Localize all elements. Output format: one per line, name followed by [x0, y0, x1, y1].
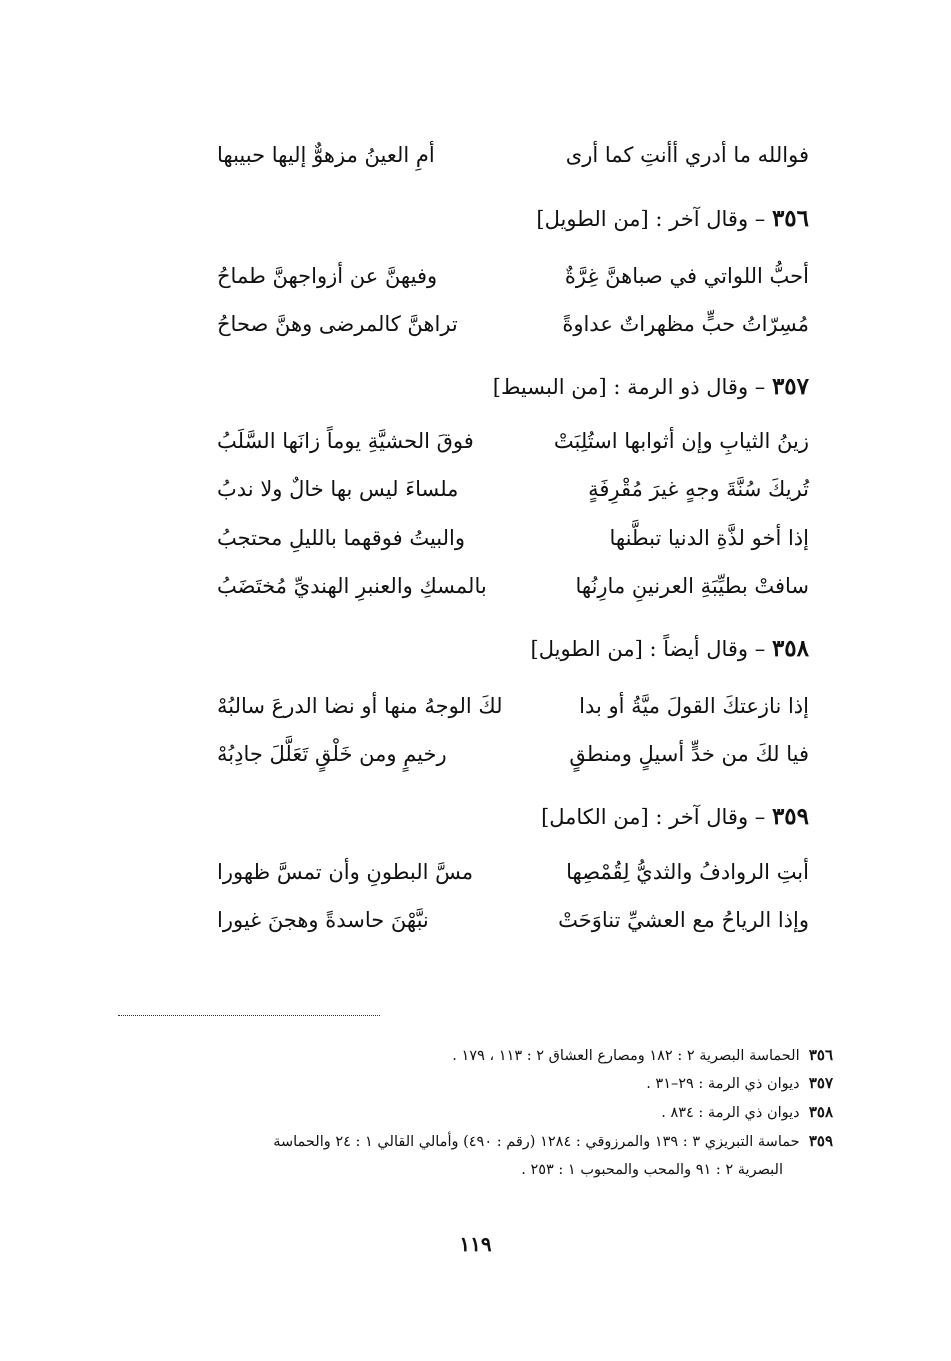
poem-number: ٣٥٦ — [771, 205, 809, 232]
verse-line — [217, 852, 809, 892]
poem-number: ٣٥٧ — [771, 373, 809, 400]
verse-second-hemistich: ملساءَ ليس بها خالٌ ولا ندبُ — [217, 477, 459, 501]
footnote-number: ٣٥٧ — [808, 1074, 833, 1092]
verse-line — [217, 686, 809, 726]
verse-first-hemistich: فيا لكَ من خدٍّ أسيلٍ ومنطقٍ — [569, 742, 809, 766]
footnote-number: ٣٥٨ — [808, 1103, 833, 1121]
poem-heading-356 — [536, 199, 809, 239]
footnote-text: ديوان ذي الرمة : ٨٣٤ . — [661, 1105, 800, 1121]
verse-line — [217, 135, 809, 175]
verse-line — [217, 734, 809, 774]
verse-line — [217, 469, 809, 509]
poem-number: ٣٥٨ — [771, 635, 809, 662]
poem-attribution: – وقال أيضاً : [من الطويل] — [530, 637, 772, 661]
footnote-number: ٣٥٦ — [808, 1046, 833, 1064]
footnote-text: حماسة التبريزي ٣ : ١٣٩ والمرزوقي : ١٢٨٤ (رقم : ٤٩٠) وأمالي القالي ١ : ٢٤ والحماسة — [273, 1134, 800, 1150]
verse-first-hemistich: أحبُّ اللواتي في صباهنَّ غِرَّةٌ — [564, 264, 809, 288]
verse-line — [217, 518, 809, 558]
poem-number: ٣٥٩ — [771, 803, 809, 830]
verse-first-hemistich: إذا أخو لذَّةِ الدنيا تبطَّنها — [609, 526, 809, 550]
verse-second-hemistich: بالمسكِ والعنبرِ الهنديِّ مُختَضَبُ — [217, 574, 487, 598]
verse-second-hemistich: أمِ العينُ مزهوٌّ إليها حبيبها — [217, 143, 435, 167]
verse-first-hemistich: وإذا الرياحُ مع العشيِّ تناوَحَتْ — [558, 908, 809, 932]
page-number: ١١٩ — [459, 1232, 492, 1256]
poem-heading-359 — [541, 797, 809, 837]
footnote-359 — [113, 1128, 833, 1155]
verse-second-hemistich: تراهنَّ كالمرضى وهنَّ صحاحُ — [217, 312, 458, 336]
poem-attribution: – وقال آخر : [من الطويل] — [536, 207, 772, 231]
verse-first-hemistich: أبتِ الروادفُ والثديُّ لِقُمْصِها — [566, 860, 809, 884]
verse-line — [217, 421, 809, 461]
verse-line — [217, 304, 809, 344]
verse-first-hemistich: تُريكَ سُنَّةَ وجهٍ غيرَ مُقْرِفَةٍ — [588, 477, 809, 501]
verse-first-hemistich: إذا نازعتكَ القولَ ميَّةُ أو بدا — [579, 694, 809, 718]
verse-second-hemistich: نبَّهْنَ حاسدةً وهجنَ غيورا — [217, 908, 429, 932]
verse-first-hemistich: سافتْ بطيِّبَةِ العرنينِ مارِنُها — [575, 574, 809, 598]
footnote-356 — [113, 1042, 833, 1069]
poem-heading-358 — [531, 629, 810, 669]
footnote-separator — [118, 1015, 380, 1016]
footnote-359-continuation: البصرية ٢ : ٩١ والمحب والمحبوب ١ : ٢٥٣ . — [521, 1162, 783, 1178]
verse-second-hemistich: والبيتُ فوقهما بالليلِ محتجبُ — [217, 526, 465, 550]
verse-line — [217, 566, 809, 606]
verse-first-hemistich: زينُ الثيابِ وإن أثوابها استُلِبَتْ — [553, 429, 809, 453]
verse-second-hemistich: مسَّ البطونِ وأن تمسَّ ظهورا — [217, 860, 474, 884]
footnote-number: ٣٥٩ — [808, 1132, 833, 1150]
verse-second-hemistich: لكَ الوجهُ منها أو نضا الدرعَ سالبُهْ — [217, 694, 503, 718]
footnote-text: الحماسة البصرية ٢ : ١٨٢ ومصارع العشاق ٢ : ١١٣ ، ١٧٩ . — [452, 1048, 800, 1064]
footnote-text: ديوان ذي الرمة : ٢٩–٣١ . — [646, 1076, 800, 1092]
verse-second-hemistich: وفيهنَّ عن أزواجهنَّ طماحُ — [217, 264, 438, 288]
footnote-357 — [113, 1070, 833, 1097]
poem-heading-357 — [493, 367, 809, 407]
verse-second-hemistich: رخيمٍ ومن خَلْقٍ تَعَلَّلَ جادِبُهْ — [217, 742, 447, 766]
footnote-358 — [113, 1099, 833, 1126]
verse-line — [217, 900, 809, 940]
poem-attribution: – وقال آخر : [من الكامل] — [541, 805, 772, 829]
verse-second-hemistich: فوقَ الحشيَّةِ يوماً زانَها السَّلَبُ — [217, 429, 474, 453]
verse-first-hemistich: فوالله ما أدري أأنتِ كما أرى — [565, 143, 809, 167]
poem-attribution: – وقال ذو الرمة : [من البسيط] — [492, 375, 772, 399]
verse-line — [217, 256, 809, 296]
verse-first-hemistich: مُسِرّاتُ حبٍّ مظهراتٌ عداوةً — [562, 312, 809, 336]
